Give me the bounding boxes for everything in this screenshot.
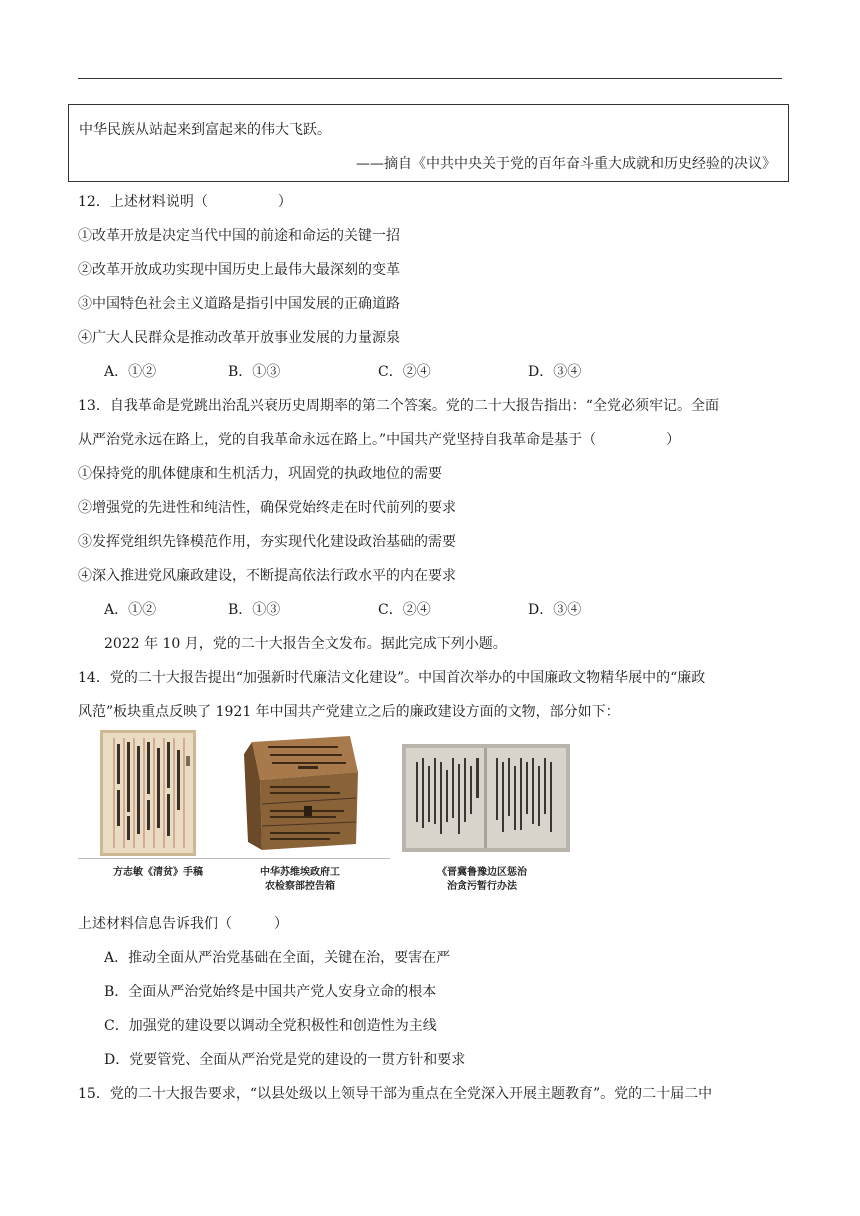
caption-manuscript: 方志敏《清贫》手稿 <box>113 867 203 878</box>
q14-stem-line1: 14．党的二十大报告提出“加强新时代廉洁文化建设”。中国首次举办的中国廉政文物精华展中的“廉政 <box>78 670 706 686</box>
q12-item-3: ③中国特色社会主义道路是指引中国发展的正确道路 <box>78 296 400 312</box>
q12-stem: 12．上述材料说明（ ） <box>78 194 292 210</box>
q12-item-1: ①改革开放是决定当代中国的前途和命运的关键一招 <box>78 228 400 244</box>
group-intro: 2022 年 10 月，党的二十大报告全文发布。据此完成下列小题。 <box>104 636 507 652</box>
quote-source: ——摘自《中共中央关于党的百年奋斗重大成就和历史经验的决议》 <box>356 156 776 172</box>
q14-option-d[interactable]: D．党要管党、全面从严治党是党的建设的一贯方针和要求 <box>104 1052 466 1068</box>
q12-option-d[interactable]: D．③④ <box>528 364 582 380</box>
material-quote-box <box>68 104 789 182</box>
q13-option-b[interactable]: B．①③ <box>228 602 281 618</box>
q13-item-4: ④深入推进党风廉政建设，不断提高依法行政水平的内在要求 <box>78 568 456 584</box>
manuscript-photo <box>100 730 196 856</box>
q13-option-c[interactable]: C．②④ <box>378 602 431 618</box>
caption-regulation: 《晋冀鲁豫边区惩治 治贪污暂行办法 <box>437 867 527 892</box>
regulation-document-photo <box>402 744 570 852</box>
caption-complaint-box: 中华苏维埃政府工 农检察部控告箱 <box>260 867 340 892</box>
q13-item-3: ③发挥党组织先锋模范作用，夯实现代化建设政治基础的需要 <box>78 534 456 550</box>
q14-option-b[interactable]: B．全面从严治党始终是中国共产党人安身立命的根本 <box>104 984 437 1000</box>
q14-question: 上述材料信息告诉我们（ ） <box>78 916 288 932</box>
quote-text: 中华民族从站起来到富起来的伟大飞跃。 <box>79 122 331 138</box>
header-rule <box>78 78 782 79</box>
q14-option-c[interactable]: C．加强党的建设要以调动全党积极性和创造性为主线 <box>104 1018 437 1034</box>
complaint-box-photo <box>238 732 362 856</box>
q12-option-a[interactable]: A．①② <box>104 364 157 380</box>
artifact-photos <box>78 728 590 898</box>
q13-stem-line2: 从严治党永远在路上，党的自我革命永远在路上。”中国共产党坚持自我革命是基于（ ） <box>78 432 681 448</box>
q13-item-2: ②增强党的先进性和纯洁性，确保党始终走在时代前列的要求 <box>78 500 456 516</box>
q12-option-c[interactable]: C．②④ <box>378 364 431 380</box>
q12-item-2: ②改革开放成功实现中国历史上最伟大最深刻的变革 <box>78 262 400 278</box>
q14-option-a[interactable]: A．推动全面从严治党基础在全面，关键在治，要害在严 <box>104 950 451 966</box>
q13-stem-line1: 13．自我革命是党跳出治乱兴衰历史周期率的第二个答案。党的二十大报告指出：“全党必须牢记。全面 <box>78 398 719 414</box>
photo-divider <box>78 858 390 859</box>
q13-option-d[interactable]: D．③④ <box>528 602 582 618</box>
q13-option-a[interactable]: A．①② <box>104 602 157 618</box>
q12-item-4: ④广大人民群众是推动改革开放事业发展的力量源泉 <box>78 330 400 346</box>
q15-stem-line1: 15．党的二十大报告要求，“以县处级以上领导干部为重点在全党深入开展主题教育”。党的二十届二中 <box>78 1086 713 1102</box>
q14-stem-line2: 风范”板块重点反映了 1921 年中国共产党建立之后的廉政建设方面的文物，部分如下： <box>78 704 620 720</box>
q13-item-1: ①保持党的肌体健康和生机活力，巩固党的执政地位的需要 <box>78 466 442 482</box>
q12-option-b[interactable]: B．①③ <box>228 364 281 380</box>
